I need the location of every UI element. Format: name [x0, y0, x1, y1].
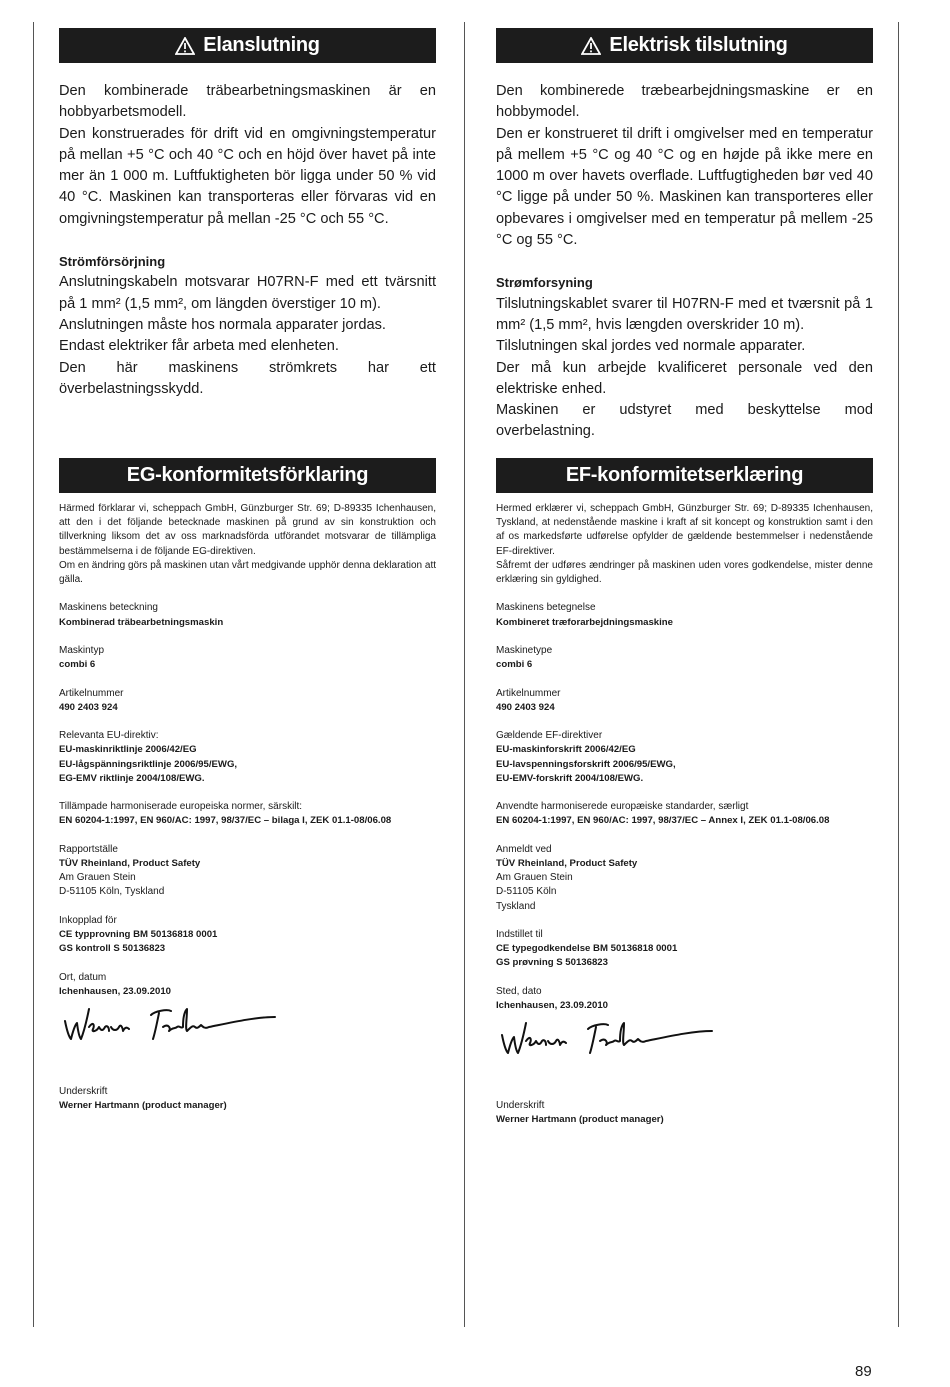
paragraph: Anslutningen måste hos normala apparater jordas. — [59, 316, 386, 333]
address-line: D-51105 Köln — [496, 886, 557, 898]
right-margin-rule — [898, 22, 899, 1327]
section-heading-text: EG-konformitetsförklaring — [126, 464, 369, 486]
field-label: Tillämpade harmoniserade europeiska normer, särskilt: — [59, 801, 303, 813]
field-label: Maskinetype — [496, 645, 553, 656]
field-label: Artikelnummer — [496, 687, 561, 699]
field-value: EN 60204-1:1997, EN 960/AC: 1997, 98/37/EC – Annex I, ZEK 01.1-08/06.08 — [496, 815, 830, 827]
left-margin-rule — [33, 22, 34, 1327]
subheading: Strømforsyning — [496, 275, 593, 291]
warning-icon — [175, 37, 195, 55]
paragraph: Den här maskinens strömkrets har ett överbelastningsskydd. — [59, 359, 436, 397]
field-value: GS prøvning S 50136823 — [496, 957, 608, 969]
field-label: Indstillet til — [496, 928, 543, 940]
paragraph: Endast elektriker får arbeta med elenheten. — [59, 338, 339, 355]
section-heading-elektrisk-tilslutning — [496, 28, 873, 63]
address-line: Am Grauen Stein — [59, 872, 136, 884]
field-value: EU-lågspänningsriktlinje 2006/95/EWG, — [59, 758, 238, 770]
field-value: EN 60204-1:1997, EN 960/AC: 1997, 98/37/EC – bilaga I, ZEK 01.1-08/06.08 — [59, 815, 392, 827]
field-label: Maskintyp — [59, 645, 105, 656]
field-label: Relevanta EU-direktiv: — [59, 730, 159, 742]
paragraph: Den er konstrueret til drift i omgivelser med en temperatur på mellem +5 °C og 40 °C og en højde på ikke mere en 1000 m over havets overflade. Luftfugtigheden bør ved 40 °C ligge på under 50 %. Maskinen kan transporteres eller opbevares i omgivelser med en temperatur på mellem -25 °C og 55 °C. — [496, 125, 873, 249]
field-value: TÜV Rheinland, Product Safety — [496, 857, 638, 869]
paragraph: Den kombinerede træbearbejdningsmaskine er en hobbymodel. — [496, 83, 873, 121]
field-label: Maskinens betegnelse — [496, 602, 596, 614]
field-label: Rapportställe — [59, 843, 118, 855]
field-value: 490 2403 924 — [496, 701, 555, 713]
field-value: EG-EMV riktlinje 2004/108/EWG. — [59, 772, 205, 784]
paragraph: Maskinen er udstyret med beskyttelse mod overbelastning. — [496, 402, 873, 440]
field-value: Werner Hartmann (product manager) — [496, 1114, 664, 1126]
field-value: 490 2403 924 — [59, 701, 118, 713]
paragraph: Den konstruerades för drift vid en omgivningstemperatur på mellan +5 °C och 40 °C och en höjd över havet på inte mer än 1 000 m. Luftfuktigheten bör ligga under 50 % vid 40 °C. Maskinen kan transporteras eller förvaras vid en omgivningstemperatur på mellan -25 °C och 55 °C. — [59, 125, 436, 227]
paragraph: Den kombinerade träbearbetningsmaskinen är en hobbyarbetsmodell. — [59, 83, 436, 121]
field-value: EU-lavspenningsforskrift 2006/95/EWG, — [496, 758, 676, 770]
field-value: EU-EMV-forskrift 2004/108/EWG. — [496, 772, 644, 784]
field-value: combi 6 — [59, 659, 96, 671]
field-label: Underskrift — [59, 1085, 108, 1097]
declaration-intro: Hermed erklærer vi, scheppach GmbH, Günzburger Str. 69; D-89335 Ichenhausen, Tyskland, at nedenstående maskine i kraft af sit koncept og konstruktion samt i den af os markedsførte udførelse opfylder de gældende bestemmelser i nedenstående EF-direktiver. — [496, 503, 873, 557]
declaration-intro: Härmed förklarar vi, scheppach GmbH, Günzburger Str. 69; D-89335 Ichenhausen, att den i det följande betecknade maskinen på grund av sin konstruktion och tillverkning liksom det av oss marknadsförda utförandet motsvarar de tillämpliga bestämmelserna i de följande EG-direktiven. — [59, 503, 436, 557]
field-label: Anvendte harmoniserede europæiske standarder, særligt — [496, 801, 749, 813]
section-heading-text: Elanslutning — [203, 34, 320, 56]
field-value: Ichenhausen, 23.09.2010 — [59, 985, 171, 997]
danish-column — [496, 28, 873, 1128]
signature-image — [59, 1001, 279, 1045]
field-label: Sted, dato — [496, 985, 542, 997]
center-rule — [464, 22, 465, 1327]
field-value: GS kontroll S 50136823 — [59, 943, 166, 955]
paragraph: Tilslutningskablet svarer til H07RN-F med et tværsnit på 1 mm² (1,5 mm², hvis længden overskrider 10 m). — [496, 295, 873, 333]
warning-icon — [581, 37, 601, 55]
field-value: Kombinerad träbearbetningsmaskin — [59, 616, 224, 628]
declaration-block — [496, 502, 873, 1128]
field-label: Underskrift — [496, 1100, 545, 1112]
declaration-intro: Om en ändring görs på maskinen utan vårt medgivande upphör denna deklaration att gälla. — [59, 559, 436, 586]
field-label: Inkopplad för — [59, 914, 117, 926]
declaration-block — [59, 502, 436, 1113]
paragraph: Tilslutningen skal jordes ved normale apparater. — [496, 338, 806, 355]
connection-text — [496, 81, 873, 447]
field-label: Artikelnummer — [59, 687, 124, 699]
section-heading-text: EF-konformitetserklæring — [565, 464, 804, 486]
field-value: CE typprovning BM 50136818 0001 — [59, 928, 218, 940]
section-heading-elanslutning — [59, 28, 436, 63]
field-value: Ichenhausen, 23.09.2010 — [496, 999, 608, 1011]
address-line: Tyskland — [496, 900, 536, 912]
address-line: Am Grauen Stein — [496, 872, 573, 884]
signature-image — [496, 1015, 716, 1059]
paragraph: Der må kun arbejde kvalificeret personale ved den elektriske enhed. — [496, 359, 873, 397]
field-value: CE typegodkendelse BM 50136818 0001 — [496, 943, 678, 955]
section-heading-text: Elektrisk tilslutning — [609, 34, 788, 56]
connection-text — [59, 81, 436, 447]
field-label: Gældende EF-direktiver — [496, 730, 603, 742]
field-label: Ort, datum — [59, 971, 107, 983]
declaration-intro: Såfremt der udføres ændringer på maskinen uden vores godkendelse, mister denne erklæring sin gyldighed. — [496, 559, 873, 586]
field-value: Werner Hartmann (product manager) — [59, 1100, 227, 1112]
section-heading-declaration — [59, 458, 436, 493]
field-value: combi 6 — [496, 659, 533, 671]
page-number: 89 — [855, 1363, 872, 1380]
swedish-column — [59, 28, 436, 1113]
field-label: Maskinens beteckning — [59, 602, 158, 614]
field-value: EU-maskinforskrift 2006/42/EG — [496, 744, 636, 756]
subheading: Strömförsörjning — [59, 254, 166, 270]
field-value: Kombineret træforarbejdningsmaskine — [496, 616, 673, 628]
field-label: Anmeldt ved — [496, 843, 552, 855]
field-value: EU-maskinriktlinje 2006/42/EG — [59, 744, 197, 756]
paragraph: Anslutningskabeln motsvarar H07RN-F med ett tvärsnitt på 1 mm² (1,5 mm², om längden överstiger 10 m). — [59, 274, 436, 312]
address-line: D-51105 Köln, Tyskland — [59, 886, 165, 898]
field-value: TÜV Rheinland, Product Safety — [59, 857, 201, 869]
section-heading-declaration — [496, 458, 873, 493]
